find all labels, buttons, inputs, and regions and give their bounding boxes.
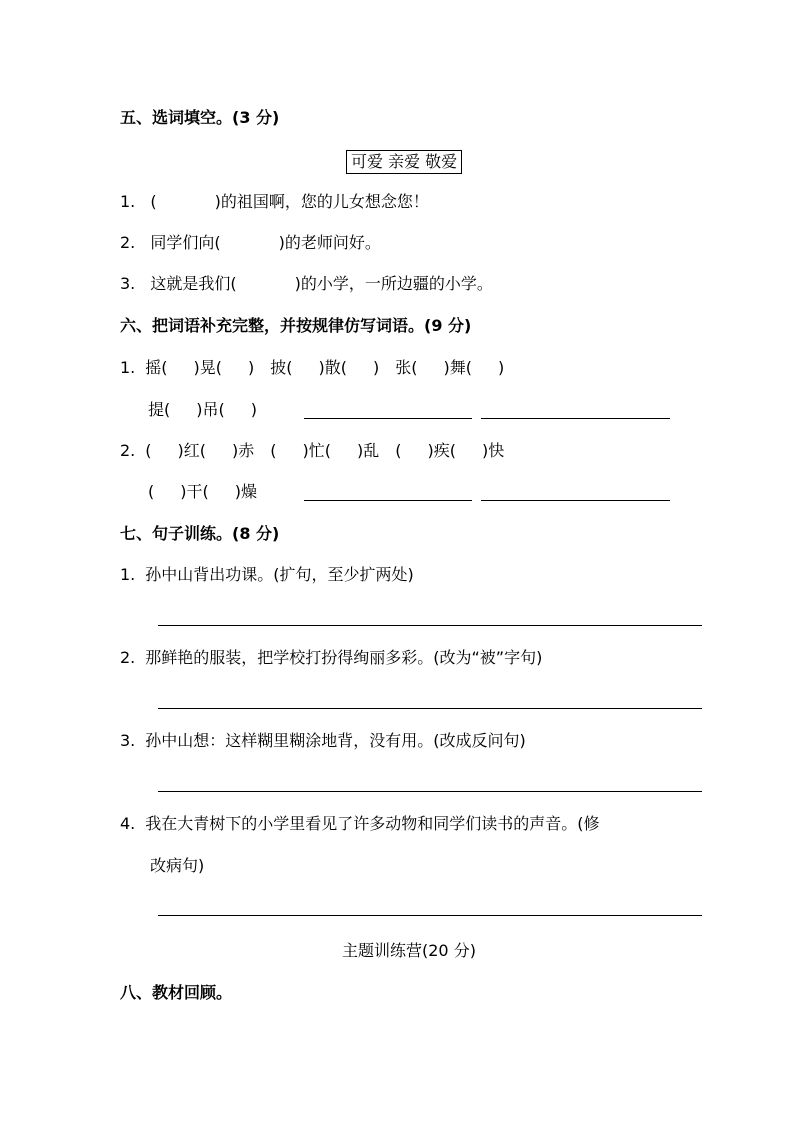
s6-r3-g1b: )红(: [177, 441, 207, 460]
s7-item-4-text-cont: 改病句): [150, 856, 205, 875]
s5-item-1-pre: (: [150, 192, 157, 211]
s7-answer-line-2[interactable]: [158, 708, 702, 709]
section-5-title: 五、选词填空。(3 分): [120, 108, 280, 127]
s6-answer-line-2[interactable]: [481, 418, 670, 419]
section-6-title: 六、把词语补充完整，并按规律仿写词语。(9 分): [120, 316, 472, 335]
s5-item-3: [120, 274, 493, 294]
s5-item-1-num: 1.: [120, 192, 136, 211]
s5-item-2: [120, 233, 381, 253]
s5-item-2-pre: 同学们向(: [150, 233, 221, 252]
s7-item-1-text: 孙中山背出功课。(扩句，至少扩两处): [145, 565, 414, 584]
s5-item-2-post: )的老师问好。: [278, 233, 381, 252]
s6-r3-g3b: )疾(: [427, 441, 457, 460]
section-7-title: 七、句子训练。(8 分): [120, 524, 280, 543]
s6-r2-b: )吊(: [196, 400, 225, 419]
s6-r4-b: )干(: [180, 482, 209, 501]
s6-r1-g2b: )散(: [318, 358, 348, 377]
s6-r1-g1b: )晃(: [193, 358, 223, 377]
s5-item-1: [120, 192, 429, 212]
s6-r2-a: 提(: [148, 400, 171, 419]
s6-row-3: [120, 441, 504, 461]
s7-item-4-num: 4.: [120, 814, 136, 833]
s7-item-4: [120, 814, 600, 834]
section-8-title: 八、教材回顾。: [120, 983, 233, 1002]
s5-item-2-num: 2.: [120, 233, 136, 252]
s6-r3-g3c: )快: [482, 441, 505, 460]
s6-r4-c: )燥: [234, 482, 257, 501]
s6-r1-g3c: ): [498, 358, 505, 377]
s6-answer-line-4[interactable]: [481, 500, 670, 501]
s7-item-1: [120, 565, 414, 585]
s6-r1-g2a: 披(: [270, 358, 293, 377]
s5-item-3-pre: 这就是我们(: [150, 274, 237, 293]
s6-r1-g3b: )舞(: [443, 358, 473, 377]
s7-item-4-text: 我在大青树下的小学里看见了许多动物和同学们读书的声音。(修: [145, 814, 600, 833]
s5-item-3-post: )的小学，一所边疆的小学。: [294, 274, 493, 293]
s5-item-3-num: 3.: [120, 274, 136, 293]
s6-answer-line-3[interactable]: [304, 500, 472, 501]
s7-answer-line-3[interactable]: [158, 791, 702, 792]
s6-r3-g2a: (: [270, 441, 277, 460]
s6-row-1-num: 1.: [120, 358, 136, 377]
s6-row-2: [148, 400, 257, 420]
s7-item-2: [120, 648, 542, 668]
s7-item-3: [120, 731, 526, 751]
theme-title: 主题训练营(20 分): [342, 941, 476, 960]
s6-r3-g1c: )赤: [232, 441, 255, 460]
s7-item-3-text: 孙中山想：这样糊里糊涂地背，没有用。(改成反问句): [145, 731, 526, 750]
s6-r3-g2b: )忙(: [302, 441, 332, 460]
s6-r1-g2c: ): [373, 358, 380, 377]
s7-answer-line-1[interactable]: [158, 625, 702, 626]
s6-r3-g3a: (: [395, 441, 402, 460]
s7-item-3-num: 3.: [120, 731, 136, 750]
s6-r3-g2c: )乱: [357, 441, 380, 460]
s6-row-4: [148, 482, 257, 502]
s6-row-1: [120, 358, 504, 378]
s7-item-1-num: 1.: [120, 565, 136, 584]
s6-r2-c: ): [250, 400, 257, 419]
s6-answer-line-1[interactable]: [304, 418, 472, 419]
s6-r1-g1c: ): [248, 358, 255, 377]
s7-answer-line-4[interactable]: [158, 915, 702, 916]
s6-r1-g3a: 张(: [395, 358, 418, 377]
s6-r3-g1a: (: [145, 441, 152, 460]
s7-item-2-text: 那鲜艳的服装，把学校打扮得绚丽多彩。(改为“被”字句): [145, 648, 543, 667]
s5-item-1-post: )的祖国啊，您的儿女想念您！: [214, 192, 429, 211]
s7-item-2-num: 2.: [120, 648, 136, 667]
s6-r4-a: (: [148, 482, 155, 501]
s6-row-3-num: 2.: [120, 441, 136, 460]
s6-r1-g1a: 摇(: [145, 358, 168, 377]
word-bank-box: 可爱 亲爱 敬爱: [346, 150, 462, 174]
